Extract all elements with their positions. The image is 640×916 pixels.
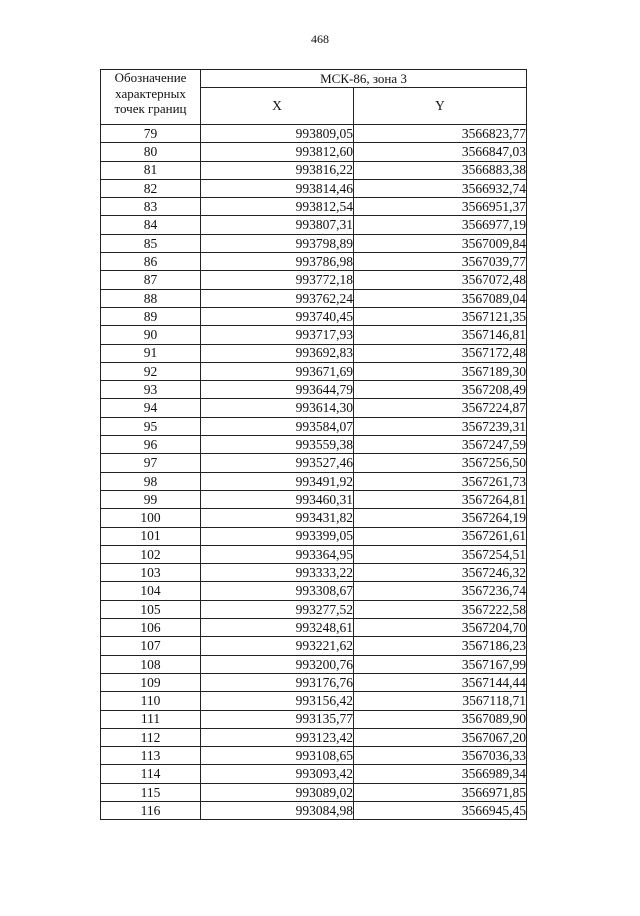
table-row [101,692,527,710]
point-id: 81 [101,161,201,179]
y-coordinate: 3566883,38 [354,161,527,179]
table-row [101,289,527,307]
y-coordinate: 3567144,44 [354,673,527,691]
table-row [101,472,527,490]
table-row [101,399,527,417]
point-id: 104 [101,582,201,600]
point-id: 115 [101,783,201,801]
y-coordinate: 3567246,32 [354,564,527,582]
table-row [101,362,527,380]
point-id: 107 [101,637,201,655]
table-header [101,70,527,125]
table-row [101,673,527,691]
y-coordinate: 3567167,99 [354,655,527,673]
table-row [101,307,527,325]
point-id: 105 [101,600,201,618]
table-row [101,326,527,344]
point-id: 92 [101,362,201,380]
point-id: 106 [101,619,201,637]
y-coordinate: 3567254,51 [354,545,527,563]
y-coordinate: 3567186,23 [354,637,527,655]
y-coordinate: 3567224,87 [354,399,527,417]
y-coordinate: 3567264,81 [354,490,527,508]
table-row [101,600,527,618]
point-id: 103 [101,564,201,582]
x-coordinate: 993740,45 [201,307,354,325]
table-row [101,417,527,435]
x-coordinate: 993093,42 [201,765,354,783]
y-coordinate: 3567039,77 [354,253,527,271]
y-coordinate: 3567036,33 [354,747,527,765]
y-coordinate: 3566932,74 [354,179,527,197]
y-coordinate: 3566847,03 [354,143,527,161]
x-coordinate: 993308,67 [201,582,354,600]
point-id: 116 [101,801,201,819]
coordinate-system-header: МСК-86, зона 3 [201,70,527,88]
table-row [101,564,527,582]
x-coordinate: 993135,77 [201,710,354,728]
x-coordinate: 993491,92 [201,472,354,490]
y-coordinate: 3567089,90 [354,710,527,728]
y-column-header: Y [354,88,527,125]
point-id: 96 [101,436,201,454]
point-id: 98 [101,472,201,490]
y-coordinate: 3567072,48 [354,271,527,289]
page-number: 468 [311,32,329,46]
table-row [101,582,527,600]
x-coordinate: 993798,89 [201,234,354,252]
x-coordinate: 993431,82 [201,509,354,527]
table-row [101,545,527,563]
table-row [101,454,527,472]
table-row [101,655,527,673]
x-coordinate: 993812,54 [201,198,354,216]
x-coordinate: 993812,60 [201,143,354,161]
y-coordinate: 3566989,34 [354,765,527,783]
table-row [101,436,527,454]
table-row [101,509,527,527]
point-id: 99 [101,490,201,508]
point-label-header: Обозначение характерных точек границ [101,70,201,125]
y-coordinate: 3567247,59 [354,436,527,454]
point-id: 111 [101,710,201,728]
table-row [101,710,527,728]
y-coordinate: 3566951,37 [354,198,527,216]
x-coordinate: 993108,65 [201,747,354,765]
x-coordinate: 993089,02 [201,783,354,801]
y-coordinate: 3567189,30 [354,362,527,380]
x-coordinate: 993614,30 [201,399,354,417]
point-id: 86 [101,253,201,271]
y-coordinate: 3567208,49 [354,381,527,399]
table-row [101,619,527,637]
y-coordinate: 3567009,84 [354,234,527,252]
x-coordinate: 993364,95 [201,545,354,563]
x-coordinate: 993399,05 [201,527,354,545]
table-row [101,637,527,655]
x-coordinate: 993809,05 [201,125,354,143]
x-coordinate: 993527,46 [201,454,354,472]
y-coordinate: 3567239,31 [354,417,527,435]
point-id: 90 [101,326,201,344]
table-row [101,747,527,765]
coordinates-table [100,69,527,820]
point-id: 91 [101,344,201,362]
table-row [101,253,527,271]
point-id: 100 [101,509,201,527]
table-row [101,783,527,801]
point-id: 113 [101,747,201,765]
x-coordinate: 993717,93 [201,326,354,344]
point-id: 93 [101,381,201,399]
point-id: 83 [101,198,201,216]
x-coordinate: 993156,42 [201,692,354,710]
x-coordinate: 993333,22 [201,564,354,582]
table-row [101,161,527,179]
point-id: 80 [101,143,201,161]
point-id: 87 [101,271,201,289]
table-row [101,143,527,161]
table-row [101,125,527,143]
x-coordinate: 993671,69 [201,362,354,380]
table-row [101,198,527,216]
table-row [101,728,527,746]
point-id: 94 [101,399,201,417]
y-coordinate: 3567261,73 [354,472,527,490]
table-row [101,381,527,399]
x-coordinate: 993762,24 [201,289,354,307]
point-id: 88 [101,289,201,307]
y-coordinate: 3566971,85 [354,783,527,801]
y-coordinate: 3566945,45 [354,801,527,819]
x-coordinate: 993816,22 [201,161,354,179]
y-coordinate: 3567236,74 [354,582,527,600]
y-coordinate: 3567146,81 [354,326,527,344]
x-coordinate: 993807,31 [201,216,354,234]
x-coordinate: 993584,07 [201,417,354,435]
point-id: 110 [101,692,201,710]
x-coordinate: 993644,79 [201,381,354,399]
point-id: 114 [101,765,201,783]
x-coordinate: 993460,31 [201,490,354,508]
x-coordinate: 993786,98 [201,253,354,271]
y-coordinate: 3567118,71 [354,692,527,710]
point-id: 82 [101,179,201,197]
x-coordinate: 993248,61 [201,619,354,637]
x-coordinate: 993772,18 [201,271,354,289]
x-coordinate: 993084,98 [201,801,354,819]
x-coordinate: 993221,62 [201,637,354,655]
table-row [101,179,527,197]
x-column-header: X [201,88,354,125]
table-row [101,271,527,289]
table-row [101,234,527,252]
x-coordinate: 993814,46 [201,179,354,197]
point-id: 95 [101,417,201,435]
y-coordinate: 3567121,35 [354,307,527,325]
table-row [101,801,527,819]
point-id: 84 [101,216,201,234]
y-coordinate: 3567256,50 [354,454,527,472]
table-body [101,125,527,820]
y-coordinate: 3567204,70 [354,619,527,637]
y-coordinate: 3566977,19 [354,216,527,234]
y-coordinate: 3567261,61 [354,527,527,545]
x-coordinate: 993176,76 [201,673,354,691]
y-coordinate: 3566823,77 [354,125,527,143]
x-coordinate: 993277,52 [201,600,354,618]
point-id: 108 [101,655,201,673]
x-coordinate: 993559,38 [201,436,354,454]
table-row [101,344,527,362]
table-row [101,527,527,545]
table-row [101,490,527,508]
y-coordinate: 3567172,48 [354,344,527,362]
y-coordinate: 3567067,20 [354,728,527,746]
point-id: 112 [101,728,201,746]
point-id: 101 [101,527,201,545]
x-coordinate: 993692,83 [201,344,354,362]
table-row [101,216,527,234]
x-coordinate: 993123,42 [201,728,354,746]
point-id: 102 [101,545,201,563]
point-id: 79 [101,125,201,143]
x-coordinate: 993200,76 [201,655,354,673]
y-coordinate: 3567264,19 [354,509,527,527]
table-row [101,765,527,783]
y-coordinate: 3567222,58 [354,600,527,618]
y-coordinate: 3567089,04 [354,289,527,307]
point-id: 85 [101,234,201,252]
point-id: 89 [101,307,201,325]
point-id: 97 [101,454,201,472]
point-id: 109 [101,673,201,691]
